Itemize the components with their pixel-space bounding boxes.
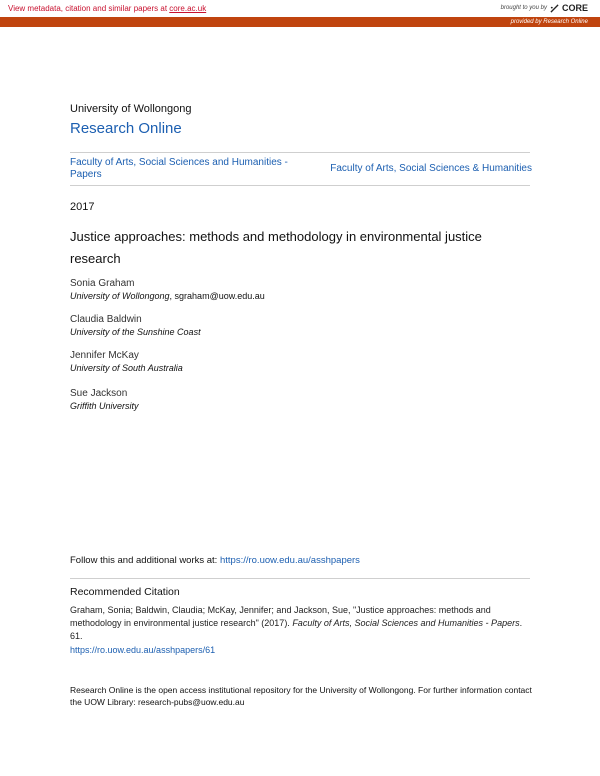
divider-bottom xyxy=(70,185,530,186)
publication-year: 2017 xyxy=(70,201,95,213)
brought-to-you-text: brought to you by xyxy=(500,5,547,11)
author-name: Sue Jackson xyxy=(70,388,128,399)
follow-text: Follow this and additional works at: xyxy=(70,555,220,566)
paper-title: Justice approaches: methods and methodology in environmental justice research xyxy=(70,229,482,266)
core-ac-uk-link[interactable]: core.ac.uk xyxy=(169,4,207,13)
divider-citation xyxy=(70,578,530,579)
collection-link-papers[interactable]: Faculty of Arts, Social Sciences and Humanities - Papers xyxy=(70,157,288,180)
author-affiliation: University of South Australia xyxy=(70,363,183,373)
follow-line xyxy=(70,555,530,566)
repository-name[interactable]: Research Online xyxy=(70,120,182,137)
repository-footer: Research Online is the open access institutional repository for the University of Wollongong. For further information contact the UOW Library: research-pubs@uow.edu.au xyxy=(70,685,532,707)
author-block xyxy=(70,277,265,303)
citation-end: . 61. xyxy=(70,618,523,641)
author-affiliation: University of Wollongong xyxy=(70,291,170,301)
author-affiliation: University of the Sunshine Coast xyxy=(70,327,201,337)
author-block xyxy=(70,349,183,375)
citation-series: Faculty of Arts, Social Sciences and Humanities - Papers xyxy=(292,618,520,628)
core-logo-text: CORE xyxy=(561,3,588,13)
citation-heading: Recommended Citation xyxy=(70,586,180,598)
follow-link[interactable]: https://ro.uow.edu.au/asshpapers xyxy=(219,555,360,566)
author-block xyxy=(70,387,139,413)
author-affiliation: Griffith University xyxy=(70,401,139,411)
university-name: University of Wollongong xyxy=(70,103,192,115)
author-name: Jennifer McKay xyxy=(70,350,139,361)
core-brought-by[interactable] xyxy=(501,3,588,13)
collection-link-faculty[interactable]: Faculty of Arts, Social Sciences & Humanities xyxy=(330,163,532,174)
core-banner xyxy=(0,0,600,27)
author-name: Claudia Baldwin xyxy=(70,314,142,325)
divider-top xyxy=(70,152,530,153)
provided-by-text[interactable]: provided by Research Online xyxy=(510,19,588,25)
core-provided-strip xyxy=(0,17,600,27)
author-email: , sgraham@uow.edu.au xyxy=(169,291,265,301)
author-block xyxy=(70,313,201,339)
core-metadata-text: View metadata, citation and similar papers at xyxy=(8,4,170,13)
core-metadata-link[interactable] xyxy=(8,4,206,13)
citation-text xyxy=(70,604,532,643)
author-name: Sonia Graham xyxy=(70,278,135,289)
core-logo-icon xyxy=(550,4,559,13)
citation-link[interactable]: https://ro.uow.edu.au/asshpapers/61 xyxy=(70,645,216,655)
citation-plain: Graham, Sonia; Baldwin, Claudia; McKay, Jennifer; and Jackson, Sue, "Justice approaches: methods and methodology in environmental justice research" (2017). xyxy=(70,605,491,628)
